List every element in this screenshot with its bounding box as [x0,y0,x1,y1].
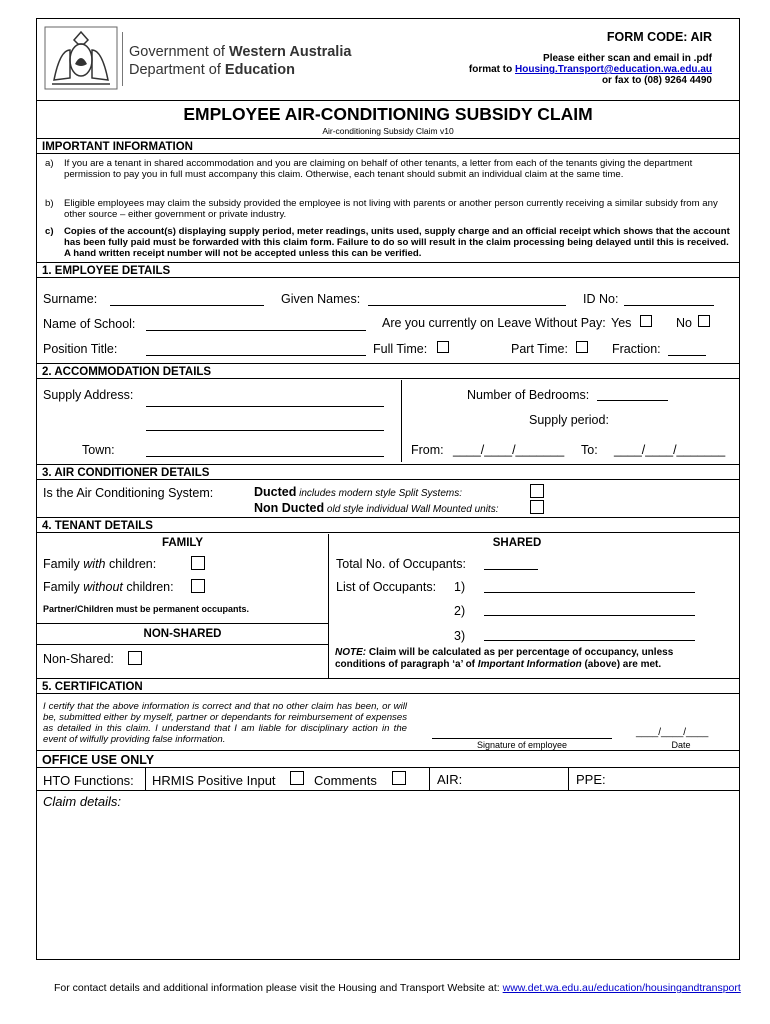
part-time-checkbox[interactable] [576,341,588,353]
office-div-3 [568,768,569,790]
signature-input[interactable] [432,738,612,739]
employee-heading: 1. EMPLOYEE DETAILS [37,262,739,278]
logo-divider [122,32,123,86]
id-no-label: ID No: [583,292,619,306]
note-text-c: conditions of paragraph ‘a’ of [335,659,478,670]
family-with-c: children: [105,557,157,571]
occupant-3-number: 3) [454,629,466,643]
ducted-note: includes modern style Split Systems: [296,488,462,499]
from-date-input[interactable]: ____/____/_______ [453,443,565,457]
family-with-label [43,557,156,571]
family-with-b: with [83,557,106,571]
important-c-label: c) [45,226,54,237]
note-label: NOTE: [335,647,367,658]
comments-checkbox[interactable] [392,771,406,785]
non-ducted-note: old style individual Wall Mounted units: [324,504,499,515]
full-time-checkbox[interactable] [437,341,449,353]
form-subtitle: Air-conditioning Subsidy Claim v10 [322,126,454,136]
footer-text [54,982,741,994]
full-time-label: Full Time: [373,342,428,356]
bedrooms-input[interactable] [597,400,668,401]
family-heading: FAMILY [161,537,204,549]
office-div-2 [429,768,430,790]
occupant-1-number: 1) [454,580,466,594]
supply-period-label: Supply period: [529,413,609,427]
accommodation-heading: 2. ACCOMMODATION DETAILS [37,363,739,379]
family-with-checkbox[interactable] [191,556,205,570]
form-title: EMPLOYEE AIR-CONDITIONING SUBSIDY CLAIM [183,104,593,124]
dept-text-a: Department of [129,62,225,78]
school-label: Name of School: [43,317,136,331]
shared-heading: SHARED [492,537,542,549]
wa-crest-logo [44,26,118,90]
ducted-label [254,485,462,499]
lwop-yes-checkbox[interactable] [640,315,652,327]
note-text-e: (above) are met. [581,659,662,670]
occupant-2-input[interactable] [484,615,695,616]
footer-website-link[interactable]: www.det.wa.edu.au/education/housingandtransport [502,982,741,994]
school-input[interactable] [146,330,366,331]
family-without-b: without [83,580,123,594]
lwop-label: Are you currently on Leave Without Pay: [382,316,606,330]
office-heading: OFFICE USE ONLY [37,750,739,768]
lwop-yes-label: Yes [611,316,632,330]
certification-text: I certify that the above information is correct and that no other claim has been, or will be, submitted either by myself, partner or dependants for reimbursement of expenses as detailed in this claim. I understand that I am liable for disciplinary action in the event of wilfully providing false information. [43,701,407,745]
accommodation-divider [401,380,402,462]
from-label: From: [411,443,444,457]
office-row-line [37,790,739,791]
gov-text-b: Western Australia [228,44,352,60]
date-label: Date [671,740,691,750]
position-input[interactable] [146,355,366,356]
total-occupants-label: Total No. of Occupants: [336,557,466,571]
non-shared-checkbox[interactable] [128,651,142,665]
supply-address-label: Supply Address: [43,388,134,402]
form-code: FORM CODE: AIR [606,30,712,44]
to-label: To: [581,443,598,457]
important-c-text: Copies of the account(s) displaying supply period, meter readings, units used, supply charge and an official receipt which shows that the account has been fully paid must be forwarded with this claim form. Failure to do so will result in the claim processing being delayed until this is received. A hand written receipt number will not be accepted unless this can be verified. [64,226,730,259]
given-names-label: Given Names: [281,292,361,306]
signature-label: Signature of employee [476,740,568,750]
important-heading: IMPORTANT INFORMATION [37,138,739,154]
footer-prefix: For contact details and additional information please visit the Housing and Transport Website at: [54,982,503,994]
gov-text-a: Government of [129,44,229,60]
office-div-1 [145,768,146,790]
non-shared-mid-line [37,644,328,645]
submit-line-1: Please either scan and email in .pdf [543,53,712,64]
occupancy-note-line-2 [335,659,661,670]
occupant-1-input[interactable] [484,592,695,593]
submit-prefix: format to [468,64,515,75]
list-occupants-label: List of Occupants: [336,580,437,594]
non-ducted-label [254,501,499,515]
partner-note: Partner/Children must be permanent occupants. [43,604,250,614]
comments-label: Comments [314,773,377,788]
position-label: Position Title: [43,342,118,356]
bedrooms-label: Number of Bedrooms: [467,388,590,402]
lwop-no-checkbox[interactable] [698,315,710,327]
surname-label: Surname: [43,292,98,306]
aircon-question: Is the Air Conditioning System: [43,486,214,500]
ducted-checkbox[interactable] [530,484,544,498]
certification-heading: 5. CERTIFICATION [37,678,739,694]
dept-text-b: Education [224,62,296,78]
gov-line-2 [129,62,295,78]
important-a-label: a) [45,158,54,169]
non-ducted-checkbox[interactable] [530,500,544,514]
occupant-2-number: 2) [454,604,466,618]
ppe-label: PPE: [576,772,606,787]
supply-address-input-2[interactable] [146,430,384,431]
non-shared-label: Non-Shared: [43,652,114,666]
ducted-text: Ducted [254,485,297,499]
submit-line-2 [469,64,712,75]
id-no-input[interactable] [624,305,714,306]
non-ducted-text: Non Ducted [254,501,325,515]
important-b-label: b) [45,198,54,209]
air-label: AIR: [437,772,463,787]
town-input[interactable] [146,456,384,457]
part-time-label: Part Time: [511,342,568,356]
hrmis-checkbox[interactable] [290,771,304,785]
occupant-3-input[interactable] [484,640,695,641]
note-text-d: Important Information [477,659,582,670]
fraction-input[interactable] [668,355,706,356]
family-with-a: Family [43,557,84,571]
family-without-label [43,580,174,594]
date-input[interactable]: ____/____/____ [636,727,709,738]
family-without-checkbox[interactable] [191,579,205,593]
total-occupants-input[interactable] [484,569,538,570]
occupancy-note-line-1 [335,647,673,658]
aircon-heading: 3. AIR CONDITIONER DETAILS [37,464,739,480]
important-b-text: Eligible employees may claim the subsidy provided the employee is not living with parents or another person currently receiving a similar subsidy from any other source – either government or private industry. [64,198,718,220]
important-a-text: If you are a tenant in shared accommodation and you are claiming on behalf of other tenants, a letter from each of the tenants giving the department permission to pay you in full must accompany this claim. Otherwise, each tenant should submit an individual claim at the same time. [64,158,693,180]
hto-label: HTO Functions: [43,773,134,788]
family-without-a: Family [43,580,84,594]
hrmis-label: HRMIS Positive Input [152,773,276,788]
given-names-input[interactable] [368,305,566,306]
town-label: Town: [82,443,115,457]
note-text-b: Claim will be calculated as per percentage of occupancy, unless [366,647,674,658]
fraction-label: Fraction: [612,342,661,356]
supply-address-input-1[interactable] [146,406,384,407]
non-shared-top-line [37,623,328,624]
header-divider [37,100,739,101]
submit-line-3: or fax to (08) 9264 4490 [601,75,712,86]
tenant-divider [328,534,329,678]
claim-details-label: Claim details: [43,794,122,809]
tenant-heading: 4. TENANT DETAILS [37,517,739,533]
surname-input[interactable] [110,305,264,306]
non-shared-heading: NON-SHARED [143,628,222,640]
submit-email-link[interactable]: Housing.Transport@education.wa.edu.au [515,64,712,75]
lwop-no-label: No [676,316,692,330]
family-without-c: children: [122,580,174,594]
to-date-input[interactable]: ____/____/_______ [614,443,726,457]
gov-line-1 [129,44,351,60]
